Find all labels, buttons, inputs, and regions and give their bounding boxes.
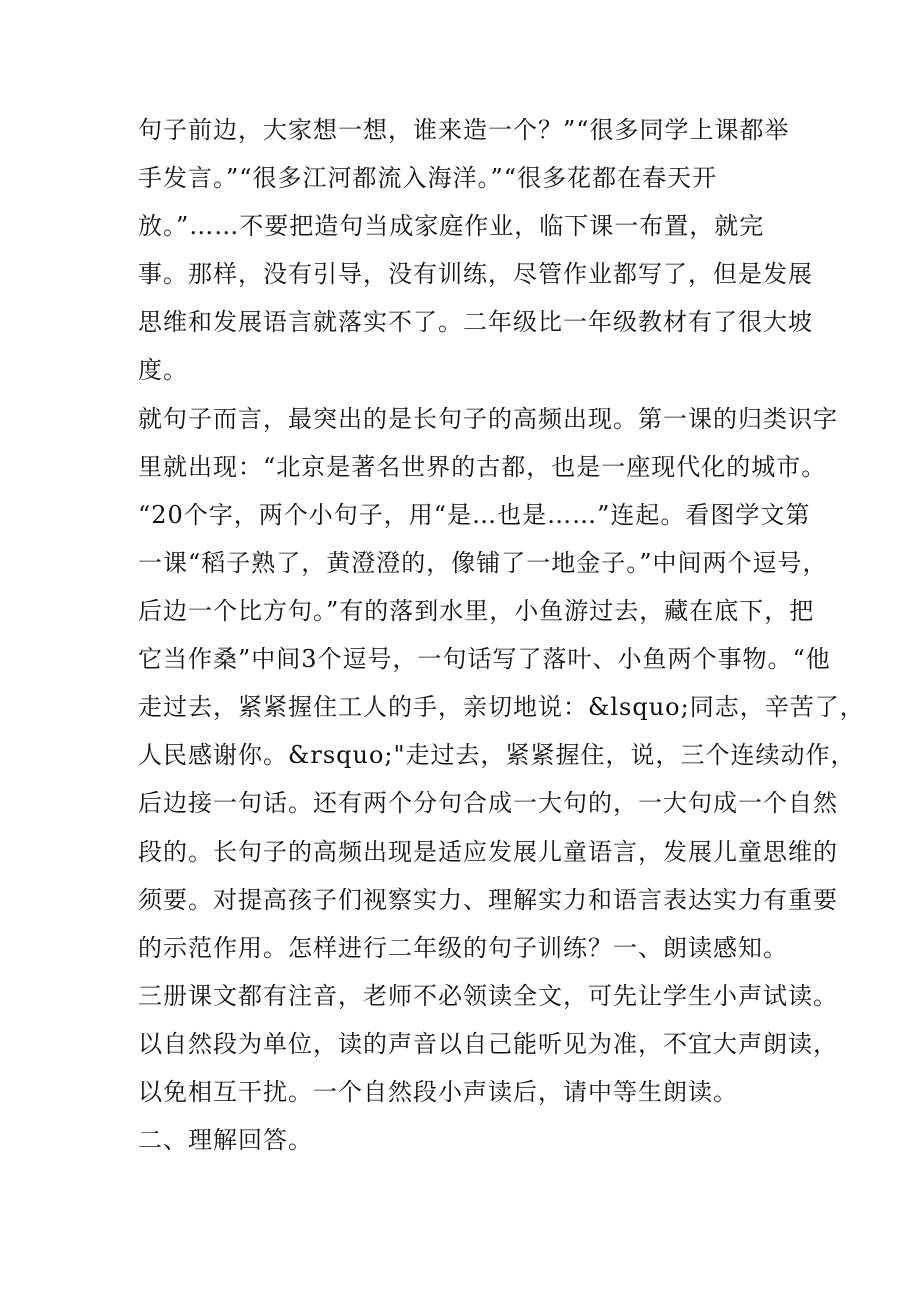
text-line: 放。”……不要把造句当成家庭作业，临下课一布置，就完 xyxy=(138,212,765,240)
text-line: 段的。长句子的高频出现是适应发展儿童语言，发展儿童思维的 xyxy=(138,838,838,866)
text-line: 后边接一句话。还有两个分句合成一大句的，一大句成一个自然 xyxy=(138,789,838,817)
text-line: 的示范作用。怎样进行二年级的句子训练？一、朗读感知。 xyxy=(138,934,788,962)
text-line: “20个字，两个小句子，用“是…也是……”连起。看图学文第 xyxy=(138,501,811,529)
text-line: 就句子而言，最突出的是长句子的高频出现。第一课的归类识字 xyxy=(138,405,838,433)
text-line: 它当作桑”中间3个逗号，一句话写了落叶、小鱼两个事物。“他 xyxy=(138,645,831,673)
text-line: 手发言。”“很多江河都流入海洋。”“很多花都在春天开 xyxy=(138,164,718,192)
text-line: 三册课文都有注音，老师不必领读全文，可先让学生小声试读。 xyxy=(138,982,838,1010)
text-line: 走过去，紧紧握住工人的手，亲切地说：&lsquo;同志，辛苦了， xyxy=(138,693,865,721)
text-line: 以免相互干扰。一个自然段小声读后，请中等生朗读。 xyxy=(138,1078,738,1106)
text-line: 人民感谢你。&rsquo;"走过去，紧紧握住，说，三个连续动作， xyxy=(138,741,856,769)
text-line: 度。 xyxy=(138,356,188,384)
text-line: 事。那样，没有引导，没有训练，尽管作业都写了，但是发展 xyxy=(138,260,813,288)
text-line: 二、理解回答。 xyxy=(138,1126,313,1154)
text-line: 句子前边，大家想一想，谁来造一个？”“很多同学上课都举 xyxy=(138,116,790,144)
text-line: 一课“稻子熟了，黄澄澄的，像铺了一地金子。”中间两个逗号， xyxy=(138,549,828,577)
text-line: 思维和发展语言就落实不了。二年级比一年级教材有了很大坡 xyxy=(138,308,813,336)
text-line: 以自然段为单位，读的声音以自己能听见为准，不宜大声朗读， xyxy=(138,1030,838,1058)
text-line: 后边一个比方句。”有的落到水里，小鱼游过去，藏在底下，把 xyxy=(138,597,815,625)
text-line: 须要。对提高孩子们视察实力、理解实力和语言表达实力有重要 xyxy=(138,886,838,914)
text-line: 里就出现：“北京是著名世界的古都，也是一座现代化的城市。 xyxy=(138,453,827,481)
